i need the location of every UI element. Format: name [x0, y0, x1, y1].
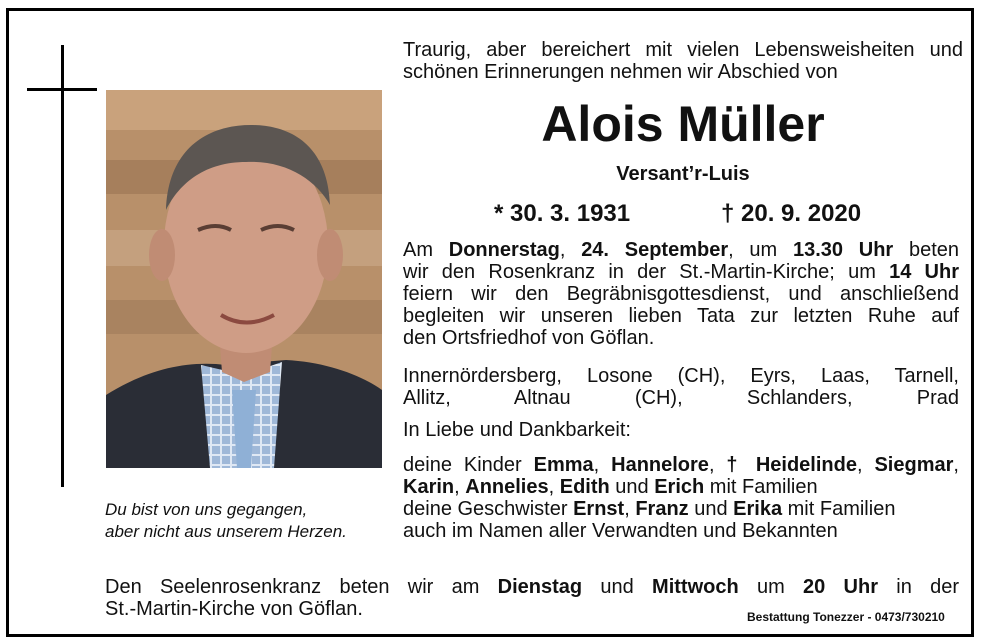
text: Am — [403, 239, 449, 261]
mourners-line — [403, 476, 959, 498]
funeral-home-footer: Bestattung Tonezzer - 0473/730210 — [747, 610, 945, 624]
text: , — [856, 454, 875, 476]
name: Emma — [533, 454, 594, 476]
name: Karin — [403, 476, 455, 498]
rosary-line: St.-Martin-Kirche von Göflan. — [105, 598, 363, 620]
intro-text — [403, 39, 963, 83]
text: , — [593, 454, 612, 476]
text: , um — [728, 239, 793, 261]
mourners-line — [403, 498, 959, 520]
text: , — [548, 476, 560, 498]
intro-line: schönen Erinnerungen nehmen wir Abschied von — [403, 61, 838, 83]
service-line — [403, 239, 959, 261]
day: Dienstag — [497, 576, 583, 598]
text: wir den Rosenkranz in der St.-Martin-Kirche; um — [403, 261, 890, 283]
deceased-name: Alois Müller — [541, 96, 825, 152]
text: beten — [893, 239, 959, 261]
name: † Heidelinde — [726, 454, 857, 476]
deceased-nickname: Versant’r-Luis — [616, 163, 750, 185]
places-list — [403, 365, 959, 409]
time: 20 Uhr — [803, 576, 878, 598]
places-line: Allitz, Altnau (CH), Schlanders, Prad — [403, 387, 959, 409]
date: 24. September — [581, 239, 729, 261]
cross-icon-bar — [27, 88, 97, 91]
name: Franz — [635, 498, 689, 520]
day: Mittwoch — [652, 576, 739, 598]
obituary-card — [6, 8, 974, 637]
places-line: Innernördersberg, Losone (CH), Eyrs, Laas, Tarnell, — [403, 365, 959, 387]
cross-icon — [61, 45, 64, 487]
name: Hannelore — [611, 454, 709, 476]
text: , — [559, 239, 582, 261]
time: 14 Uhr — [889, 261, 959, 283]
name: Ernst — [573, 498, 625, 520]
name: Edith — [559, 476, 610, 498]
death-date: † 20. 9. 2020 — [721, 200, 862, 227]
service-line: den Ortsfriedhof von Göflan. — [403, 327, 655, 349]
text: und — [609, 476, 655, 498]
name: Siegmar — [874, 454, 954, 476]
text: , — [708, 454, 727, 476]
text: um — [738, 576, 804, 598]
birth-date: * 30. 3. 1931 — [494, 200, 631, 227]
text: mit Familien — [782, 498, 896, 520]
name: Erich — [654, 476, 705, 498]
text: deine Geschwister — [403, 498, 574, 520]
mourners-line — [403, 454, 959, 476]
text: und — [582, 576, 653, 598]
text: und — [688, 498, 734, 520]
time: 13.30 Uhr — [792, 239, 894, 261]
day: Donnerstag — [448, 239, 560, 261]
service-line — [403, 261, 959, 283]
name: Erika — [733, 498, 783, 520]
service-line: begleiten wir unseren lieben Tata zur letzten Ruhe auf — [403, 305, 959, 327]
mourners-line: auch im Namen aller Verwandten und Bekannten — [403, 520, 838, 542]
thanks-text: In Liebe und Dankbarkeit: — [403, 419, 631, 441]
text: , — [624, 498, 636, 520]
text: mit Familien — [704, 476, 818, 498]
name: Annelies — [465, 476, 549, 498]
service-line: feiern wir den Begräbnisgottesdienst, und anschließend — [403, 283, 959, 305]
service-details — [403, 239, 959, 349]
text: , — [953, 454, 959, 476]
portrait-photo — [106, 90, 382, 468]
text: Den Seelenrosenkranz beten wir am — [105, 576, 498, 598]
caption-line: aber nicht aus unserem Herzen. — [105, 522, 347, 541]
intro-line: Traurig, aber bereichert mit vielen Lebensweisheiten und — [403, 39, 963, 61]
text: , — [454, 476, 466, 498]
caption-line: Du bist von uns gegangen, — [105, 500, 308, 519]
text: deine Kinder — [403, 454, 534, 476]
rosary-line — [105, 576, 959, 598]
mourners-list — [403, 454, 959, 542]
text: in der — [877, 576, 959, 598]
memorial-caption — [105, 499, 395, 543]
